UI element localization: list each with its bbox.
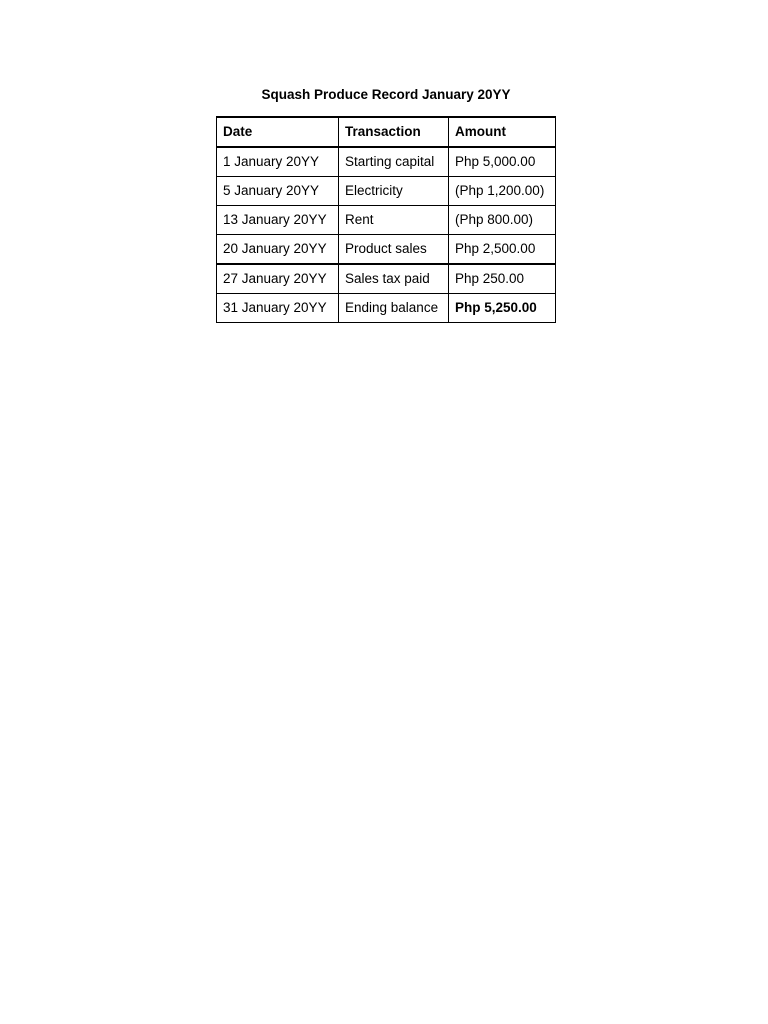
table-row — [217, 264, 556, 294]
cell-transaction: Electricity — [339, 177, 449, 206]
column-header-amount: Amount — [449, 117, 556, 147]
table-row — [217, 294, 556, 323]
cell-date: 5 January 20YY — [217, 177, 339, 206]
cell-amount-total: Php 5,250.00 — [449, 294, 556, 323]
cell-amount: (Php 800.00) — [449, 206, 556, 235]
column-header-transaction: Transaction — [339, 117, 449, 147]
cell-transaction: Ending balance — [339, 294, 449, 323]
column-header-date: Date — [217, 117, 339, 147]
cell-amount: Php 250.00 — [449, 264, 556, 294]
cell-date: 20 January 20YY — [217, 235, 339, 265]
transaction-table — [216, 116, 556, 323]
table-header-row — [217, 117, 556, 147]
table-row — [217, 177, 556, 206]
table-row — [217, 235, 556, 265]
cell-date: 1 January 20YY — [217, 147, 339, 177]
cell-amount: (Php 1,200.00) — [449, 177, 556, 206]
table-row — [217, 206, 556, 235]
cell-amount: Php 5,000.00 — [449, 147, 556, 177]
cell-transaction: Sales tax paid — [339, 264, 449, 294]
cell-date: 13 January 20YY — [217, 206, 339, 235]
cell-transaction: Rent — [339, 206, 449, 235]
cell-date: 31 January 20YY — [217, 294, 339, 323]
page-title: Squash Produce Record January 20YY — [261, 87, 511, 102]
cell-transaction: Product sales — [339, 235, 449, 265]
cell-transaction: Starting capital — [339, 147, 449, 177]
table-row — [217, 147, 556, 177]
cell-amount: Php 2,500.00 — [449, 235, 556, 265]
cell-date: 27 January 20YY — [217, 264, 339, 294]
